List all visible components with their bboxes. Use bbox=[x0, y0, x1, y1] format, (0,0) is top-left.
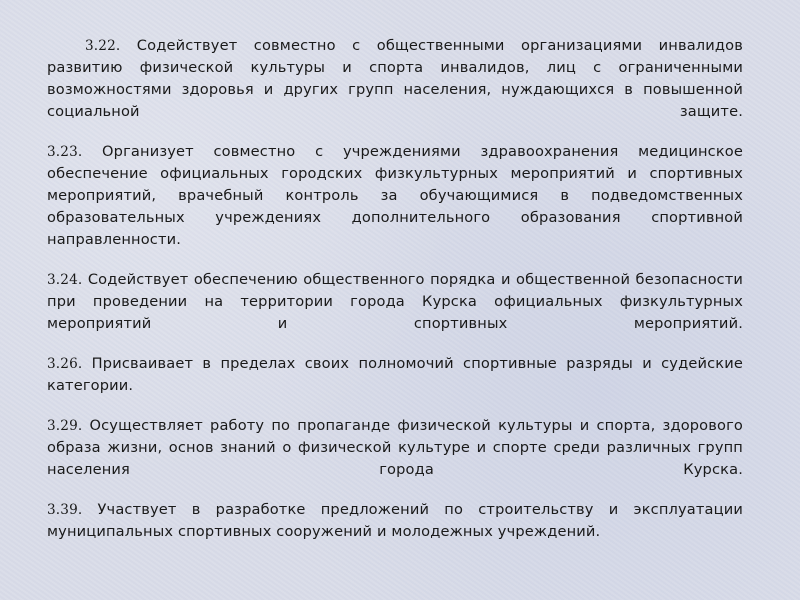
paragraph-number: 3.39. bbox=[47, 502, 83, 518]
paragraph-number: 3.24. bbox=[47, 272, 83, 288]
document-body bbox=[47, 35, 743, 561]
paragraph-number: 3.26. bbox=[47, 356, 83, 372]
paragraph-number: 3.23. bbox=[47, 144, 83, 160]
paragraph-3-29 bbox=[47, 415, 743, 481]
paragraph-3-22 bbox=[47, 35, 743, 123]
paragraph-3-26 bbox=[47, 353, 743, 397]
paragraph-text: Осуществляет работу по пропаганде физической культуры и спорта, здорового образа жизни, основ знаний о физической культуре и спорте среди различных групп населения города Курска. bbox=[47, 417, 743, 478]
paragraph-text: Организует совместно с учреждениями здравоохранения медицинское обеспечение официальных городских физкультурных мероприятий и спортивных мероприятий, врачебный контроль за обучающимися в подведомственных образовательных учреждениях дополнительного образования спортивной направленности. bbox=[47, 143, 743, 248]
paragraph-text: Присваивает в пределах своих полномочий спортивные разряды и судейские категории. bbox=[47, 355, 744, 394]
paragraph-3-24 bbox=[47, 269, 743, 335]
paragraph-text: Содействует совместно с общественными организациями инвалидов развитию физической культуры и спорта инвалидов, лиц с ограниченными возможностями здоровья и других групп населения, нуждающихся в повышенной социальной защите. bbox=[47, 37, 743, 120]
paragraph-3-23 bbox=[47, 141, 743, 251]
paragraph-text: Содействует обеспечению общественного порядка и общественной безопасности при проведении на территории города Курска официальных физкультурных мероприятий и спортивных мероприятий. bbox=[47, 271, 743, 332]
paragraph-number: 3.22. bbox=[85, 38, 121, 54]
paragraph-text: Участвует в разработке предложений по строительству и эксплуатации муниципальных спортивных сооружений и молодежных учреждений. bbox=[47, 501, 743, 540]
paragraph-number: 3.29. bbox=[47, 418, 83, 434]
paragraph-3-39 bbox=[47, 499, 743, 543]
